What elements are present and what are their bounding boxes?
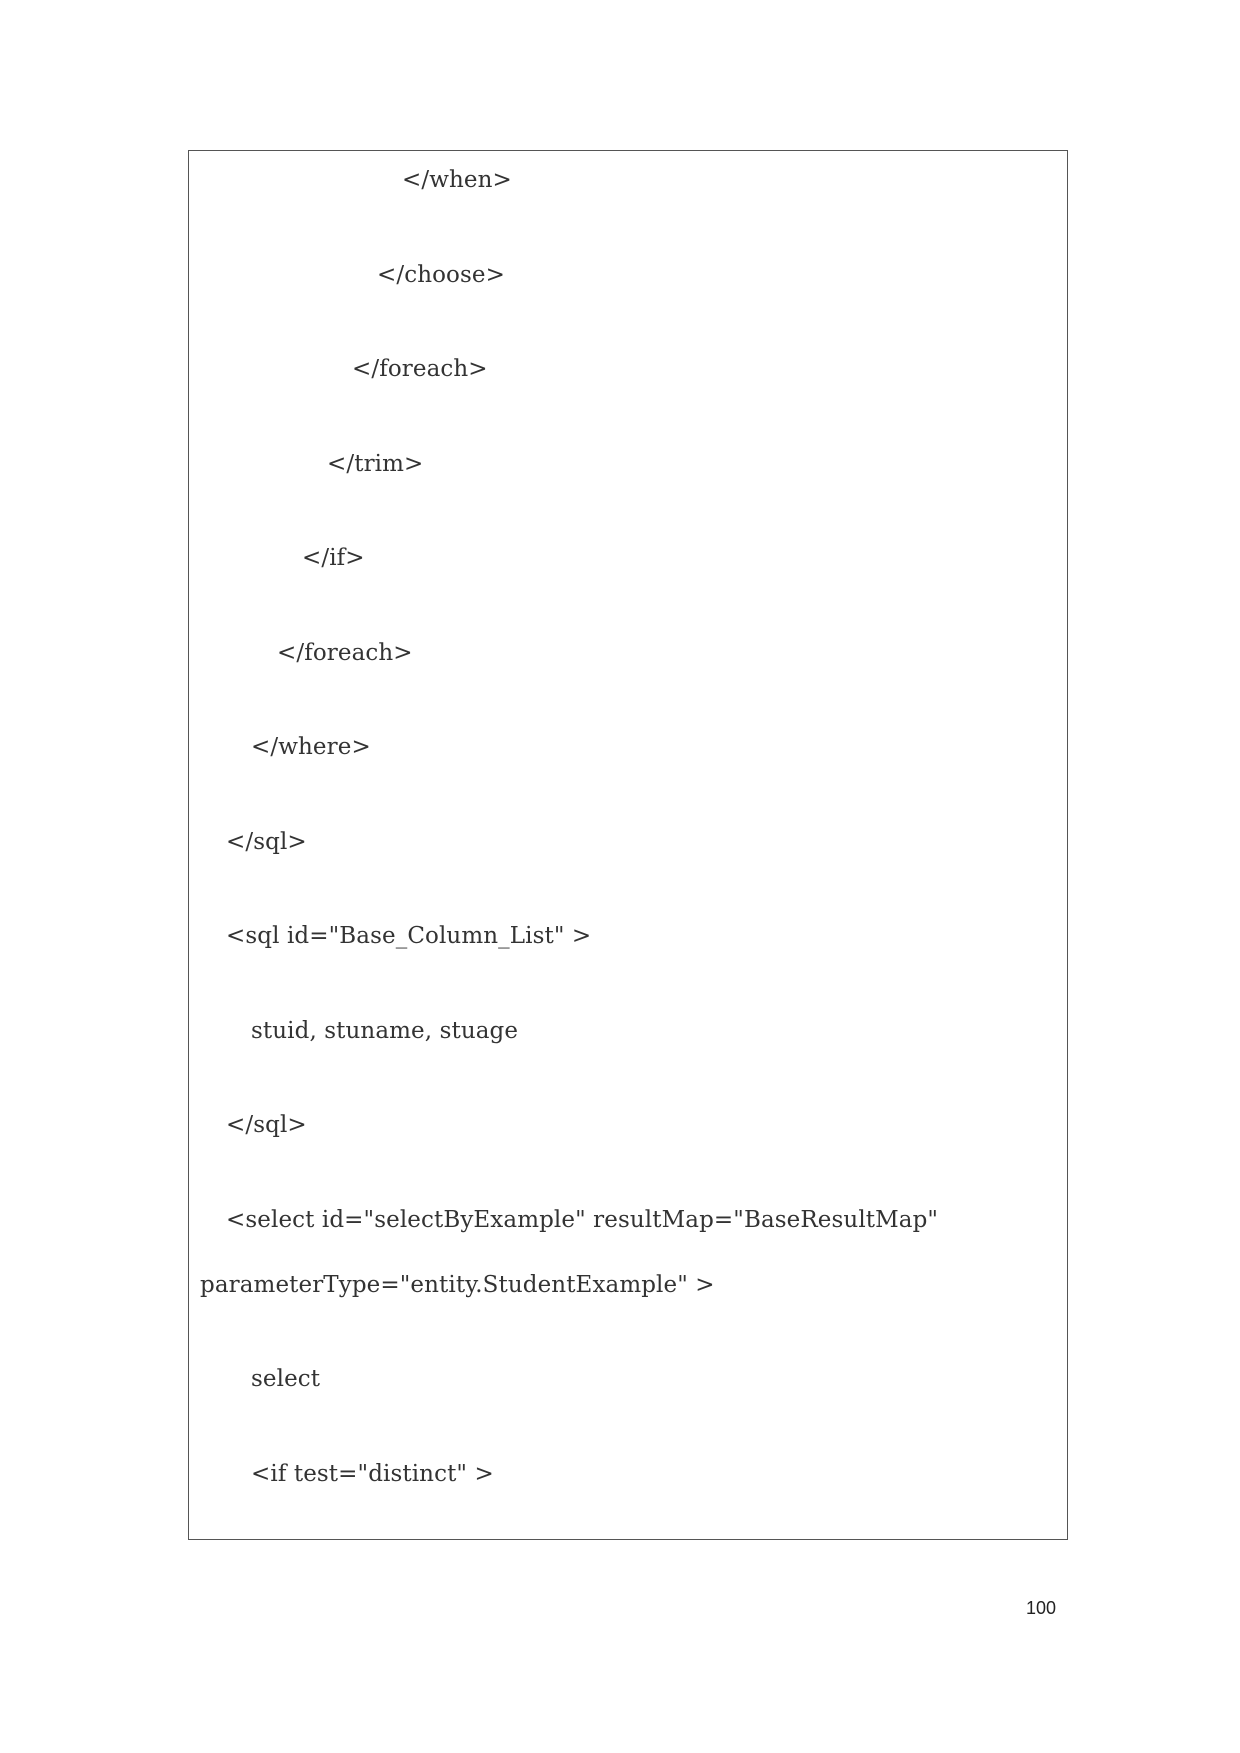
code-line-select-open: <select id="selectByExample" resultMap="BaseResultMap" xyxy=(226,1207,939,1233)
code-line-foreach-close-outer: </foreach> xyxy=(277,640,413,666)
code-line-where-close: </where> xyxy=(251,734,371,760)
code-line-column-list: stuid, stuname, stuage xyxy=(251,1018,519,1044)
code-line-if-distinct: <if test="distinct" > xyxy=(251,1461,494,1487)
code-line-if-close: </if> xyxy=(302,545,365,571)
code-line-when-close: </when> xyxy=(402,167,512,193)
code-line-select-keyword: select xyxy=(251,1366,321,1392)
code-line-sql-open: <sql id="Base_Column_List" > xyxy=(226,923,592,949)
page-number: 100 xyxy=(1026,1598,1057,1618)
code-line-select-open-continued: parameterType="entity.StudentExample" > xyxy=(200,1272,715,1298)
code-line-foreach-close: </foreach> xyxy=(352,356,488,382)
code-line-choose-close: </choose> xyxy=(377,262,505,288)
code-line-sql-close-2: </sql> xyxy=(226,1112,307,1138)
code-listing-box xyxy=(188,150,1068,1540)
code-line-trim-close: </trim> xyxy=(327,451,424,477)
code-line-sql-close: </sql> xyxy=(226,829,307,855)
